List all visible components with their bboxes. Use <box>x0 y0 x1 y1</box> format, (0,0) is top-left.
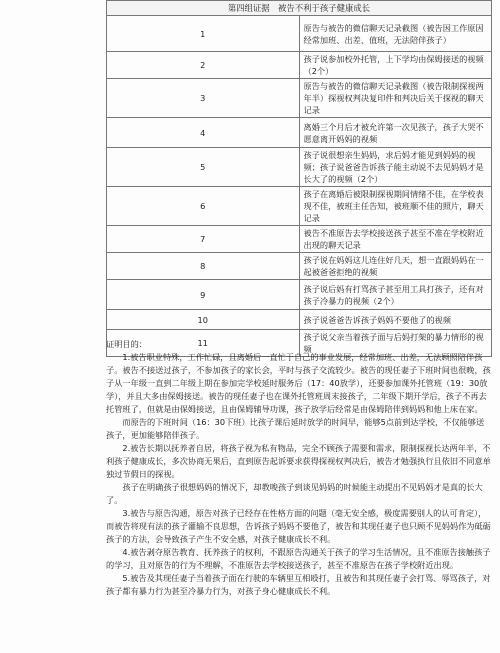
row-description: 孩子说很想亲生妈妈，求后妈才能见到妈妈的视频；孩子说爸爸告诉孩子能主动说不去见妈妈才是长大了的视频（2个） <box>299 148 492 187</box>
table-row <box>107 187 492 226</box>
purpose-paragraph: 1.被告职业特殊，工作忙碌，且离婚后一直忙于自己的事业发展，经常加班、出差，无法顾照陪伴孩子。被告不接送过孩子，不参加孩子的家长会，平时与孩子交流较少。被告的现任妻子下班时间也很晚，孩子从一年级一直到二年级上期在参加完学校延时服务后（17：40放学），还要参加课外托管班（19：30放学），并且大多由保姆接送。被告的现任妻子也在课外托管班周末接孩子，二年级下期开学后，孩子不再去托管班了，但就是由保姆接送，且由保姆辅导功课，孩子放学后经常是由保姆陪伴到妈妈和他上床在家。 <box>106 352 491 414</box>
purpose-paragraph: 而原告的下班时间（16：30下班）比孩子课后延时放学的时间早，能够5点前到达学校，不仅能够送孩子，更加能够陪伴孩子。 <box>106 417 485 440</box>
purpose-paragraph: 孩子在明确孩子很想妈妈的情况下，却教唆孩子到谈见妈妈的时候能主动提出不见妈妈才是真的长大了。 <box>106 482 483 505</box>
table-row <box>107 79 492 118</box>
row-number: 4 <box>107 118 300 148</box>
purpose-heading: 证明目的： <box>106 339 147 349</box>
purpose-paragraph: 4.被告剥夺原告教育、抚养孩子的权利，不跟原告沟通关于孩子的学习生活情况，且不准原告接触孩子的学习，且对原告的行为不理解，不准原告去学校接送孩子，甚至不准原告在孩子学校附近出现。 <box>106 547 491 570</box>
row-description: 孩子说后妈有打骂孩子甚至用工具打孩子，还有对孩子冷暴力的视频（2个） <box>299 280 492 310</box>
row-description: 孩子在离婚后被限制探视期间情绪不佳，在学校表现不佳，被班主任告知，被班顺不佳的照片，聊天记录 <box>299 187 492 226</box>
table-row <box>107 253 492 280</box>
table-row <box>107 52 492 79</box>
row-description: 孩子说爸爸告诉孩子妈妈不要他了的视频 <box>299 310 492 330</box>
table-row <box>107 118 492 148</box>
evidence-table <box>106 0 492 357</box>
row-number: 2 <box>107 52 300 79</box>
row-number: 8 <box>107 253 300 280</box>
purpose-paragraph: 3.被告与原告沟通，原告对孩子已经存在性格方面的问题（毫无安全感，极度需要别人的认可肯定），而被告将现有法的孩子灌输不良思想，告诉孩子妈妈不要他了，被告和其现任妻子也只顾不见妈妈作为砥砺孩子的方法，会导致孩子产生不安全感，对孩子健康成长不利。 <box>106 508 491 544</box>
row-description: 孩子说父亲当着孩子面与后妈打架的暴力情形的视频 <box>299 330 492 357</box>
table-row <box>107 148 492 187</box>
row-description: 原告与被告的微信聊天记录截图（被告限制探视两年半）探视权判决复印件和判决后关于探视的聊天记录 <box>299 79 492 118</box>
row-number: 3 <box>107 79 300 118</box>
row-description: 孩子说在妈妈这儿连住好几天，想一直跟妈妈在一起被爸爸拒绝的视频 <box>299 253 492 280</box>
row-number: 7 <box>107 226 300 253</box>
table-row <box>107 310 492 330</box>
row-number: 10 <box>107 310 300 330</box>
row-description: 原告与被告的微信聊天记录截图（被告因工作原因经常加班、出差、值班，无法陪伴孩子） <box>299 16 492 52</box>
row-description: 被告不准原告去学校接送孩子甚至不准在学校附近出现的聊天记录 <box>299 226 492 253</box>
row-number: 11 <box>107 330 300 357</box>
row-number: 6 <box>107 187 300 226</box>
table-row <box>107 16 492 52</box>
purpose-paragraph: 5.被告及其现任妻子当着孩子面在行驶的车辆里互相殴打，且被告和其现任妻子会打骂、辱骂孩子，对孩子都有暴力行为甚至冷暴力行为，对孩子身心健康成长不利。 <box>106 573 491 596</box>
table-title-row <box>107 1 492 16</box>
purpose-section <box>106 338 492 598</box>
row-number: 5 <box>107 148 300 187</box>
table-title: 第四组证据 被告不利于孩子健康成长 <box>107 1 492 16</box>
row-number: 1 <box>107 16 300 52</box>
purpose-paragraph: 2.被告长期以抚养者自居，将孩子视为私有物品，完全不顾孩子需要和需求，限制探视长达两年半，不利孩子健康成长，多次协商无果后，直到原告起诉要求获得探视权判决后，被告才勉强执行且依旧不同意单独过节假日的探视。 <box>106 443 491 479</box>
row-description: 孩子说参加校外托管，上下学均由保姆接送的视频（2个） <box>299 52 492 79</box>
table-row <box>107 280 492 310</box>
table-row <box>107 226 492 253</box>
row-number: 9 <box>107 280 300 310</box>
row-description: 离婚三个月后才被允许第一次见孩子，孩子大哭不愿意离开妈妈的视频 <box>299 118 492 148</box>
